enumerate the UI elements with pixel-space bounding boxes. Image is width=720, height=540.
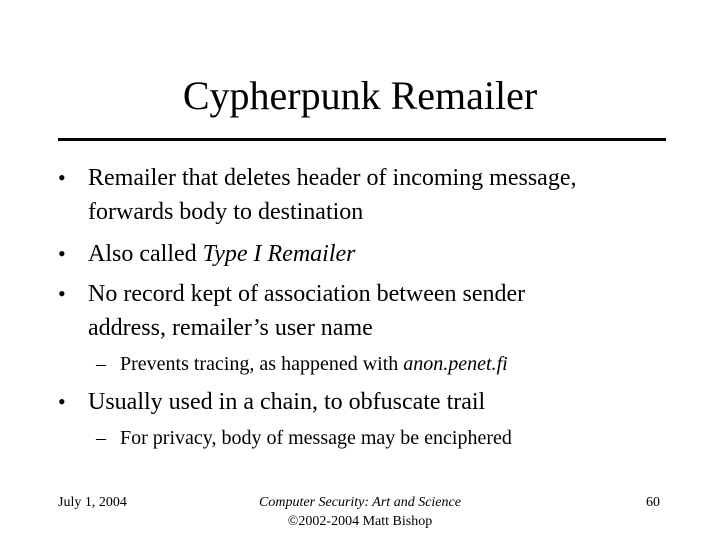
footer-course-title-text: Computer Security: Art and Science <box>259 495 461 510</box>
bullet-marker: • <box>58 281 66 306</box>
title-divider <box>58 138 666 141</box>
sub-bullet-1-italic-term: anon.penet.fi <box>403 353 508 375</box>
bullet-1-line-1: Remailer that deletes header of incoming message, <box>88 165 577 191</box>
bullet-2-prefix: Also called <box>88 241 203 267</box>
sub-bullet-1-text <box>120 352 508 376</box>
footer-date: July 1, 2004 <box>58 495 127 510</box>
footer-copyright: ©2002-2004 Matt Bishop <box>287 514 433 529</box>
footer-course-title <box>220 494 500 512</box>
bullet-marker: • <box>58 241 66 266</box>
page-number: 60 <box>646 495 660 510</box>
bullet-4-text: Usually used in a chain, to obfuscate trail <box>88 389 486 415</box>
sub-bullet-dash: – <box>96 353 106 375</box>
bullet-3-line-2: address, remailer’s user name <box>88 315 373 341</box>
slide-title: Cypherpunk Remailer <box>182 73 538 118</box>
sub-bullet-2-text: For privacy, body of message may be enciphered <box>120 427 512 449</box>
bullet-2-text <box>88 240 355 268</box>
bullet-1-line-2: forwards body to destination <box>88 199 364 225</box>
bullet-marker: • <box>58 165 66 190</box>
sub-bullet-1-prefix: Prevents tracing, as happened with <box>120 353 404 375</box>
sub-bullet-dash: – <box>96 427 106 449</box>
bullet-3-line-1: No record kept of association between sender <box>88 281 526 307</box>
bullet-marker: • <box>58 389 66 414</box>
bullet-2-italic-term: Type I Remailer <box>202 241 356 267</box>
